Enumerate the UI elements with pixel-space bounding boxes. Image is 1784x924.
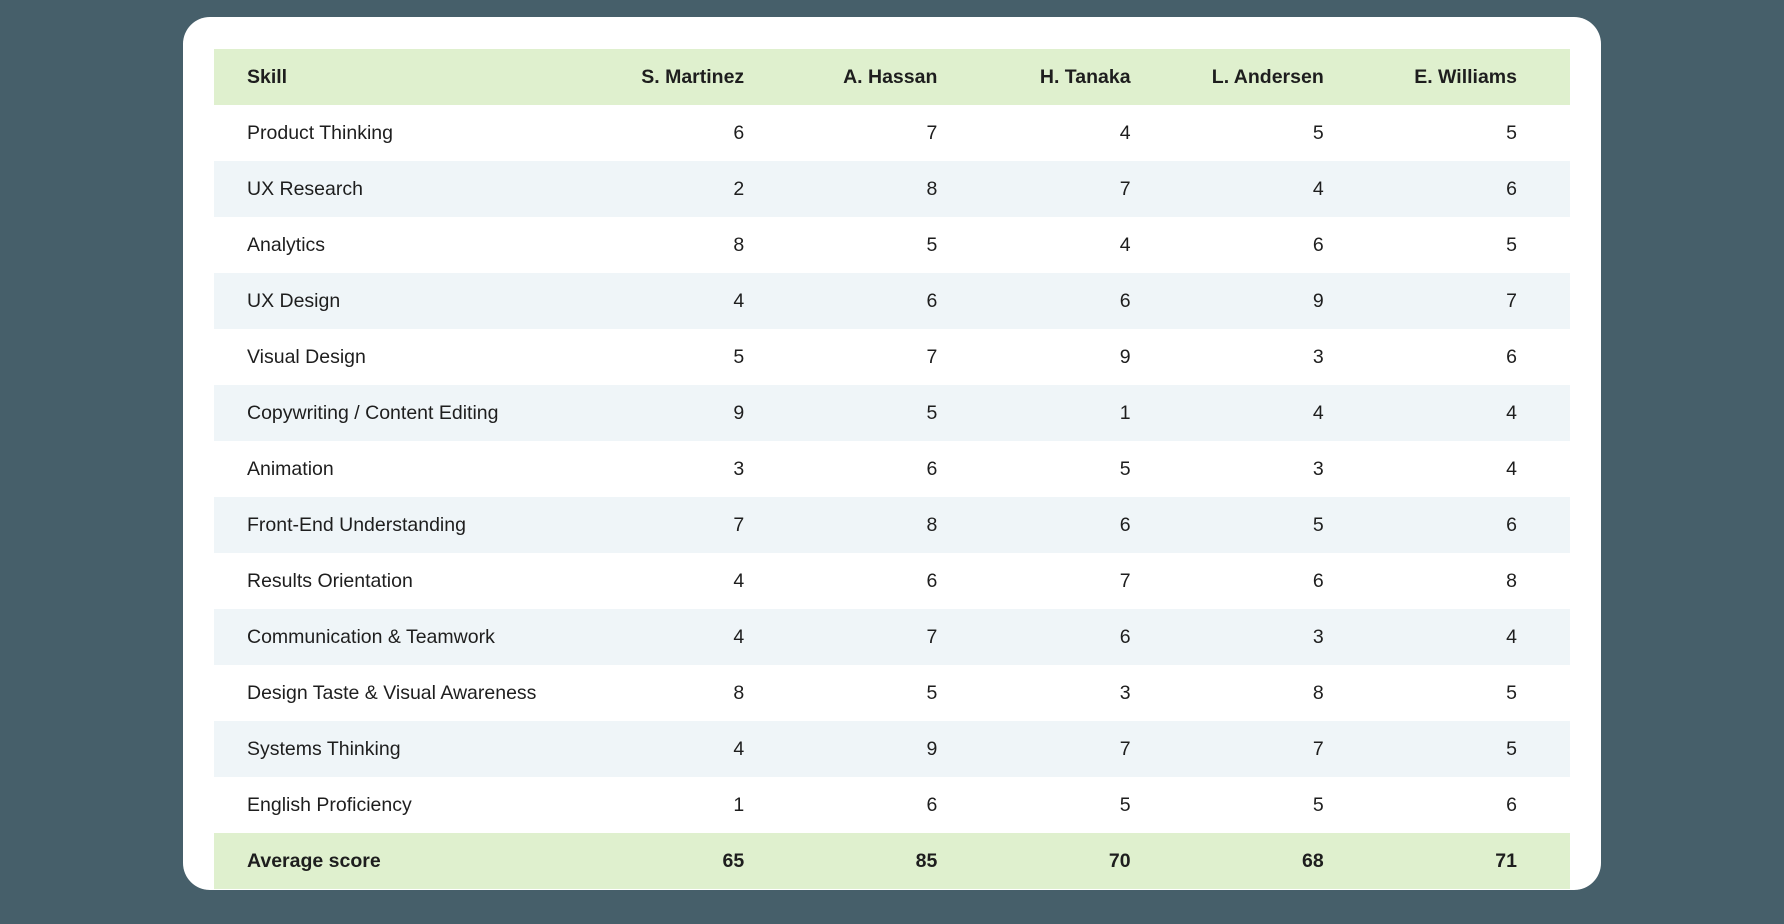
score-cell: 7	[797, 609, 990, 665]
score-cell: 3	[1312, 345, 1324, 368]
score-cell: 9	[1184, 273, 1377, 329]
score-cell: 9	[1119, 345, 1131, 368]
score-cell: 6	[990, 609, 1183, 665]
table-body	[214, 105, 1570, 833]
score-cell: 5	[1312, 793, 1324, 816]
score-cell: 5	[733, 345, 745, 368]
score-cell: 6	[926, 793, 938, 816]
score-cell: 9	[797, 721, 990, 777]
table-row	[214, 553, 1570, 609]
score-cell: 1	[990, 385, 1183, 441]
table-footer	[214, 833, 1570, 889]
score-cell: 7	[926, 121, 938, 144]
table-row	[214, 161, 1570, 217]
column-header-a-hassan: A. Hassan	[797, 49, 990, 105]
score-cell: 8	[733, 681, 745, 704]
skill-name: Product Thinking	[247, 121, 393, 144]
table-row	[214, 105, 1570, 161]
skill-name: Systems Thinking	[214, 721, 604, 777]
score-cell: 8	[797, 497, 990, 553]
table-row	[214, 329, 1570, 385]
score-cell: 4	[1377, 609, 1570, 665]
score-cell: 3	[1184, 609, 1377, 665]
score-cell: 6	[990, 273, 1183, 329]
average-value-l-andersen: 68	[1184, 833, 1377, 889]
skill-name: English Proficiency	[247, 793, 412, 816]
score-cell: 4	[1377, 385, 1570, 441]
score-cell: 8	[797, 161, 990, 217]
score-cell: 5	[1506, 233, 1517, 256]
average-value-h-tanaka: 70	[990, 833, 1183, 889]
skill-name: Visual Design	[247, 345, 366, 368]
score-cell: 6	[1312, 233, 1324, 256]
score-cell: 6	[1506, 793, 1517, 816]
score-cell: 5	[1312, 121, 1324, 144]
average-value-a-hassan: 85	[797, 833, 990, 889]
skill-name: Results Orientation	[247, 569, 413, 592]
score-cell: 5	[797, 385, 990, 441]
score-cell: 6	[926, 457, 938, 480]
score-cell: 4	[1184, 385, 1377, 441]
score-cell: 4	[604, 721, 797, 777]
score-cell: 8	[1312, 681, 1324, 704]
table-header	[214, 49, 1570, 105]
score-cell: 7	[1184, 721, 1377, 777]
skill-name: UX Design	[214, 273, 604, 329]
score-cell: 6	[990, 497, 1183, 553]
score-cell: 7	[990, 721, 1183, 777]
score-cell: 7	[604, 497, 797, 553]
score-cell: 8	[1506, 569, 1517, 592]
average-row	[214, 833, 1570, 889]
column-header-h-tanaka: H. Tanaka	[990, 49, 1183, 105]
table-row	[214, 609, 1570, 665]
score-cell: 4	[733, 569, 745, 592]
score-cell: 3	[1312, 457, 1324, 480]
score-cell: 5	[926, 681, 938, 704]
average-label: Average score	[214, 833, 604, 889]
table-row	[214, 385, 1570, 441]
table-row	[214, 721, 1570, 777]
score-cell: 7	[990, 161, 1183, 217]
column-header-e-williams: E. Williams	[1377, 49, 1570, 105]
score-cell: 9	[604, 385, 797, 441]
skill-name: UX Research	[214, 161, 604, 217]
table-row	[214, 777, 1570, 833]
score-cell: 6	[926, 569, 938, 592]
score-cell: 5	[1506, 681, 1517, 704]
skill-name: Design Taste & Visual Awareness	[247, 681, 537, 704]
column-header-l-andersen: L. Andersen	[1184, 49, 1377, 105]
column-header-s-martinez: S. Martinez	[604, 49, 797, 105]
score-cell: 4	[604, 609, 797, 665]
skill-name: Analytics	[247, 233, 326, 256]
score-cell: 4	[1119, 233, 1131, 256]
score-cell: 1	[733, 793, 745, 816]
score-cell: 4	[1184, 161, 1377, 217]
score-cell: 6	[1377, 161, 1570, 217]
skill-name: Communication & Teamwork	[214, 609, 604, 665]
skill-name: Copywriting / Content Editing	[214, 385, 604, 441]
score-cell: 2	[604, 161, 797, 217]
table-row	[214, 497, 1570, 553]
score-cell: 6	[797, 273, 990, 329]
score-cell: 7	[1377, 273, 1570, 329]
score-cell: 6	[1312, 569, 1324, 592]
score-cell: 6	[1506, 345, 1517, 368]
score-cell: 7	[926, 345, 938, 368]
score-cell: 5	[1506, 121, 1517, 144]
score-cell: 6	[733, 121, 745, 144]
average-value-e-williams: 71	[1377, 833, 1570, 889]
score-cell: 5	[1377, 721, 1570, 777]
score-cell: 6	[1377, 497, 1570, 553]
table-row	[214, 441, 1570, 497]
table-row	[214, 665, 1570, 721]
skills-matrix-card	[183, 17, 1601, 890]
score-cell: 4	[1506, 457, 1517, 480]
table-row	[214, 273, 1570, 329]
score-cell: 5	[1119, 457, 1131, 480]
table-row	[214, 217, 1570, 273]
score-cell: 4	[1119, 121, 1131, 144]
skill-name: Animation	[247, 457, 334, 480]
score-cell: 3	[733, 457, 745, 480]
average-value-s-martinez: 65	[604, 833, 797, 889]
score-cell: 5	[1184, 497, 1377, 553]
column-header-skill: Skill	[214, 49, 604, 105]
score-cell: 7	[1119, 569, 1131, 592]
score-cell: 5	[926, 233, 938, 256]
score-cell: 4	[604, 273, 797, 329]
skill-name: Front-End Understanding	[214, 497, 604, 553]
score-cell: 8	[733, 233, 745, 256]
skills-table	[214, 49, 1570, 889]
score-cell: 5	[1119, 793, 1131, 816]
header-row	[214, 49, 1570, 105]
score-cell: 3	[1119, 681, 1131, 704]
